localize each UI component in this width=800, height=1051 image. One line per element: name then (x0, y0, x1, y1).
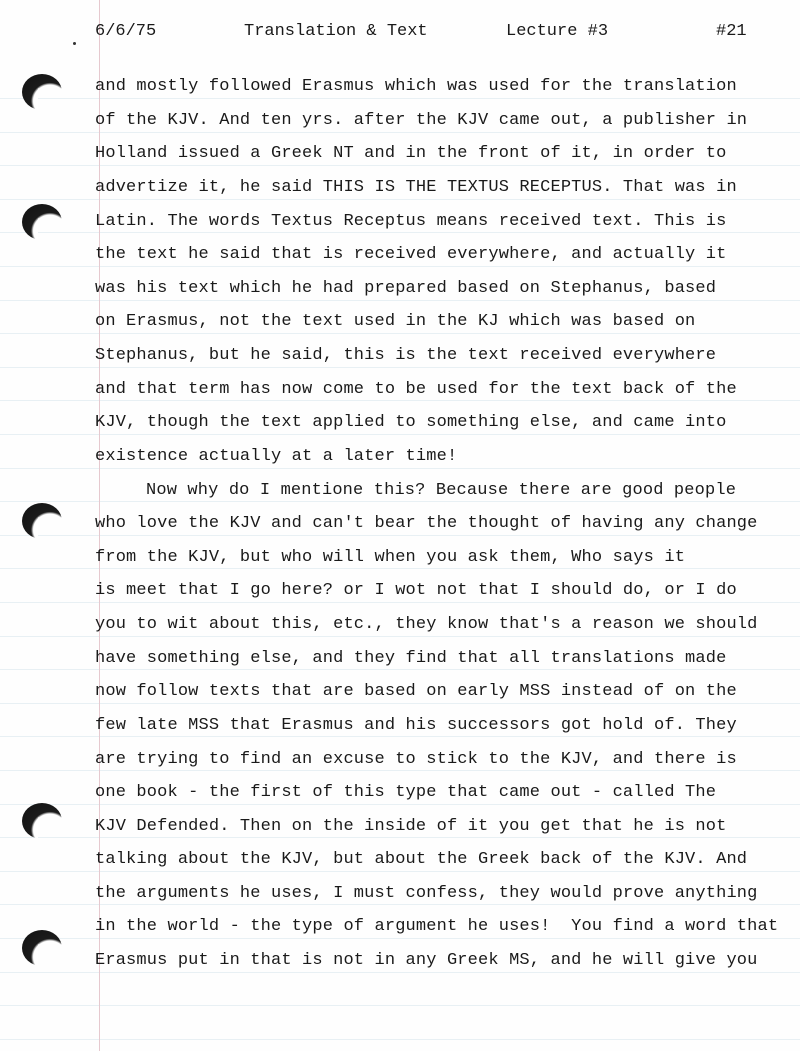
paper-rule-line (0, 1005, 800, 1006)
text-line: KJV Defended. Then on the inside of it you get that he is not (95, 817, 727, 836)
paper-rule-line (0, 434, 800, 435)
text-line: advertize it, he said THIS IS THE TEXTUS RECEPTUS. That was in (95, 178, 737, 197)
punch-hole (22, 204, 62, 240)
text-line: existence actually at a later time! (95, 447, 458, 466)
text-line: Latin. The words Textus Receptus means received text. This is (95, 212, 727, 231)
punch-hole (22, 930, 62, 966)
header-course-title: Translation & Text (244, 22, 428, 41)
paper-rule-line (0, 98, 800, 99)
paper-rule-line (0, 199, 800, 200)
text-line: who love the KJV and can't bear the thought of having any change (95, 514, 758, 533)
text-line: talking about the KJV, but about the Greek back of the KJV. And (95, 850, 748, 869)
paper-rule-line (0, 938, 800, 939)
paper-rule-line (0, 266, 800, 267)
paper-rule-line (0, 636, 800, 637)
text-line: in the world - the type of argument he uses! You find a word that (95, 917, 779, 936)
text-line: Holland issued a Greek NT and in the front of it, in order to (95, 144, 727, 163)
text-line: from the KJV, but who will when you ask them, Who says it (95, 548, 686, 567)
paper-rule-line (0, 132, 800, 133)
paper-rule-line (0, 1039, 800, 1040)
text-line: the arguments he uses, I must confess, they would prove anything (95, 884, 758, 903)
text-line: and that term has now come to be used for the text back of the (95, 380, 737, 399)
paper-rule-line (0, 602, 800, 603)
text-line: one book - the first of this type that came out - called The (95, 783, 717, 802)
text-line: now follow texts that are based on early MSS instead of on the (95, 682, 737, 701)
text-line: on Erasmus, not the text used in the KJ which was based on (95, 312, 696, 331)
paper-rule-line (0, 972, 800, 973)
paper-rule-line (0, 165, 800, 166)
text-line: is meet that I go here? or I wot not that I should do, or I do (95, 581, 737, 600)
punch-hole (22, 503, 62, 539)
text-line: have something else, and they find that all translations made (95, 649, 727, 668)
punch-hole (22, 74, 62, 110)
paper-rule-line (0, 703, 800, 704)
text-line: you to wit about this, etc., they know that's a reason we should (95, 615, 758, 634)
paper-rule-line (0, 333, 800, 334)
text-line: was his text which he had prepared based on Stephanus, based (95, 279, 717, 298)
page-header (0, 22, 800, 46)
header-lecture: Lecture #3 (506, 22, 609, 41)
text-line: and mostly followed Erasmus which was used for the translation (95, 77, 737, 96)
text-line: few late MSS that Erasmus and his successors got hold of. They (95, 716, 737, 735)
text-line: Stephanus, but he said, this is the text received everywhere (95, 346, 717, 365)
paper-rule-line (0, 468, 800, 469)
paper-rule-line (0, 300, 800, 301)
paper-rule-line (0, 871, 800, 872)
punch-hole (22, 803, 62, 839)
text-line: Erasmus put in that is not in any Greek MS, and he will give you (95, 951, 758, 970)
paper-rule-line (0, 367, 800, 368)
text-line: KJV, though the text applied to something else, and came into (95, 413, 727, 432)
header-page-number: #21 (716, 22, 747, 41)
text-line: of the KJV. And ten yrs. after the KJV came out, a publisher in (95, 111, 748, 130)
text-line: the text he said that is received everywhere, and actually it (95, 245, 727, 264)
text-line: Now why do I mentione this? Because there are good people (146, 481, 737, 500)
text-line: are trying to find an excuse to stick to the KJV, and there is (95, 750, 737, 769)
paper-rule-line (0, 535, 800, 536)
header-date: 6/6/75 (95, 22, 157, 41)
paper-rule-line (0, 804, 800, 805)
